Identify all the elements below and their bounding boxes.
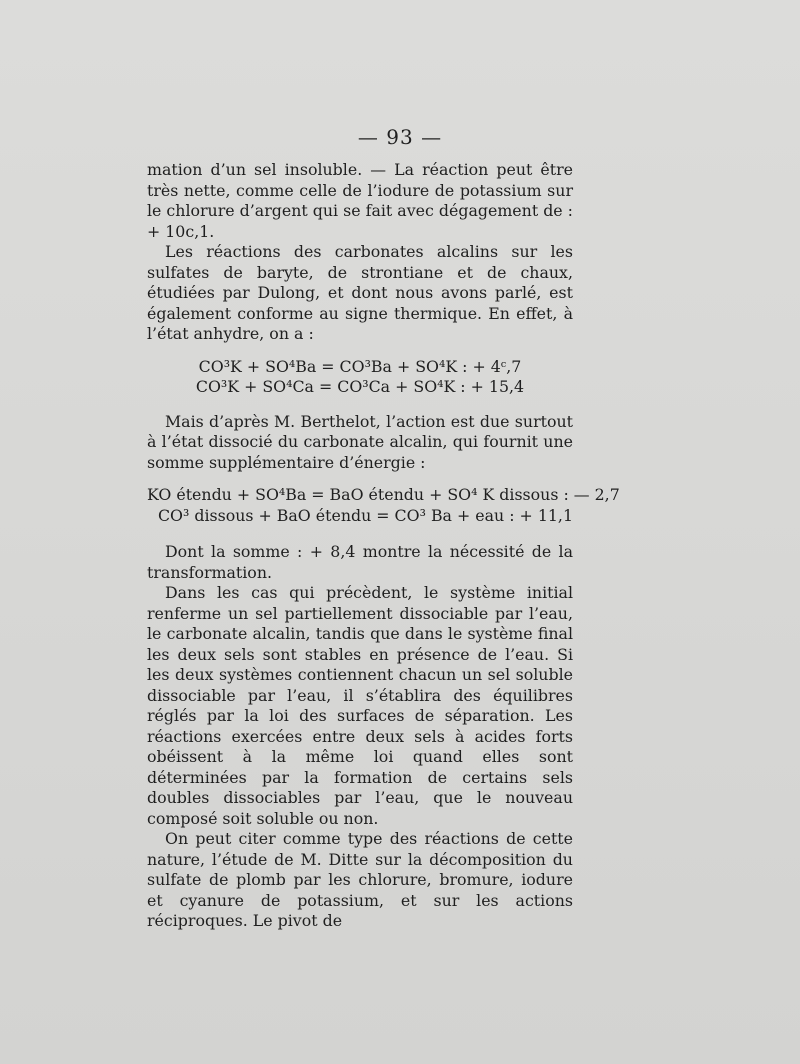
equation-block-2 <box>147 485 620 526</box>
paragraph-1: mation d’un sel insoluble. — La réaction peut être très nette, comme celle de l’iodure de potassium sur le chlorure d’argent qui se fait avec dégagement de : + 10c,1. <box>147 160 573 241</box>
equation-block-1 <box>147 357 573 398</box>
paragraph-3: Mais d’après M. Berthelot, l’action est due surtout à l’état dissocié du carbonate alcalin, qui fournit une somme supplémentaire d’énergie : <box>147 411 573 472</box>
paragraph-4: Dont la somme : + 8,4 montre la nécessité de la transformation. <box>147 542 573 582</box>
equation: CO³ dissous + BaO étendu = CO³ Ba + eau : + 11,1 <box>157 505 573 525</box>
equation: KO étendu + SO⁴Ba = BaO étendu + SO⁴ K dissous : — 2,7 <box>147 485 620 504</box>
paragraph-2: Les réactions des carbonates alcalins sur les sulfates de baryte, de strontiane et de chaux, étudiées par Dulong, et dont nous avons parlé, est également conforme au signe thermique. En effet, à l’état anhydre, on a : <box>147 242 573 343</box>
paragraph-5: Dans les cas qui précèdent, le système initial renferme un sel partiellement dissociable par l’eau, le carbonate alcalin, tandis que dans le système final les deux sels sont stables en présence de l’eau. Si les deux systèmes contiennent chacun un sel soluble dissociable par l’eau, il s’établira des équilibres réglés par la loi des surfaces de séparation. Les réactions exercées entre deux sels à acides forts obéissent à la même loi quand elles sont déterminées par la formation de certains sels doubles dissociables par l’eau, que le nouveau composé soit soluble ou non. <box>147 583 573 828</box>
equation: CO³K + SO⁴Ba = CO³Ba + SO⁴K : + 4ᶜ,7 <box>198 356 522 376</box>
paragraph-6: On peut citer comme type des réactions de cette nature, l’étude de M. Ditte sur la décomposition du sulfate de plomb par les chlorure, bromure, iodure et cyanure de potassium, et sur les actions réciproques. Le pivot de <box>147 829 573 930</box>
page-body <box>147 160 620 932</box>
page-number: — 93 — <box>357 125 443 149</box>
equation: CO³K + SO⁴Ca = CO³Ca + SO⁴K : + 15,4 <box>195 377 525 396</box>
